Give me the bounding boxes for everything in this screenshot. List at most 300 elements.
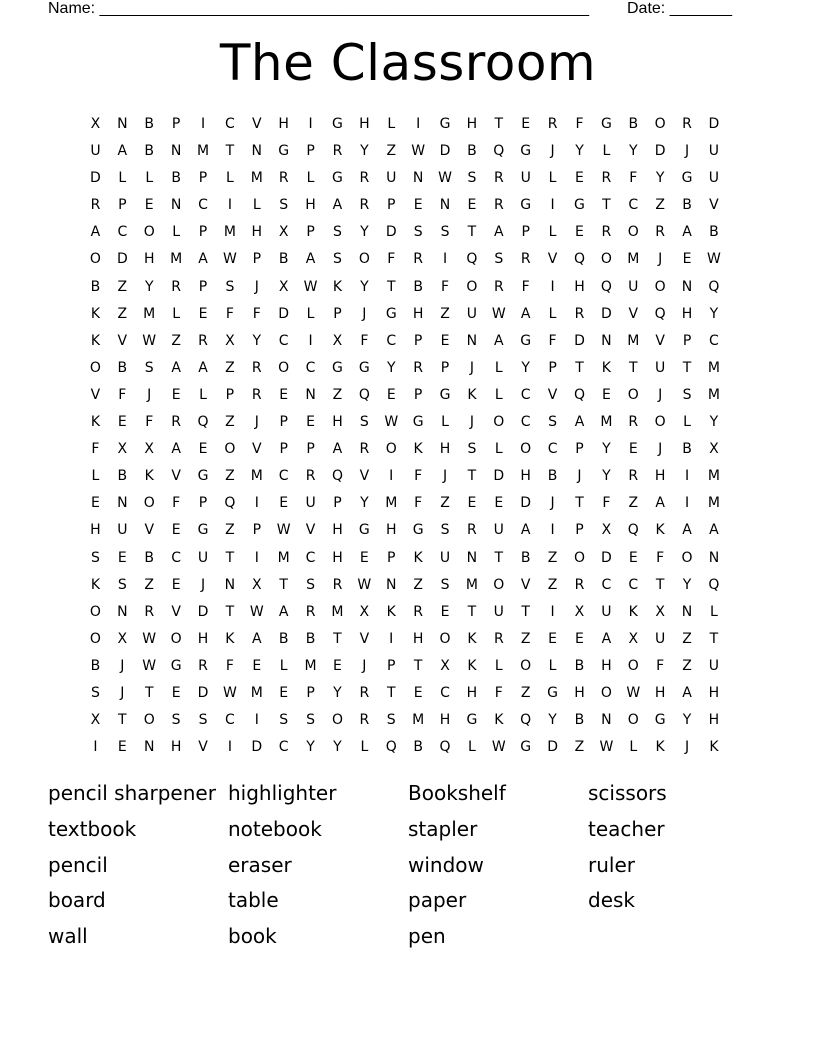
grid-letter: P xyxy=(521,224,530,241)
grid-letter: L xyxy=(629,739,638,756)
word-bank-item: pencil sharpener xyxy=(48,781,216,805)
grid-letter: R xyxy=(332,576,343,593)
grid-letter: I xyxy=(389,468,394,485)
grid-letter: N xyxy=(224,576,236,593)
grid-row xyxy=(82,222,727,249)
name-field-label: Name: _______________________________________________________ xyxy=(48,0,589,17)
word-bank-item: textbook xyxy=(48,816,137,841)
word-bank-item: scissors xyxy=(588,781,667,805)
grid-letter: K xyxy=(467,630,477,647)
grid-letter: T xyxy=(521,603,530,620)
grid-letter: T xyxy=(494,116,504,132)
grid-letter: T xyxy=(575,359,584,376)
grid-letter: T xyxy=(494,549,504,566)
grid-letter: L xyxy=(441,414,449,431)
grid-letter: D xyxy=(574,332,585,349)
grid-letter: P xyxy=(225,386,235,403)
grid-letter: M xyxy=(600,414,613,431)
grid-letter: T xyxy=(628,359,638,376)
grid-letter: R xyxy=(359,712,370,729)
grid-letter: Q xyxy=(708,576,720,593)
grid-letter: Y xyxy=(628,143,638,160)
grid-letter: R xyxy=(574,305,585,322)
grid-letter: K xyxy=(90,414,101,431)
grid-letter: E xyxy=(252,657,262,674)
grid-letter: P xyxy=(682,332,692,349)
grid-letter: X xyxy=(90,116,101,132)
grid-letter: F xyxy=(225,657,234,674)
grid-letter: E xyxy=(548,630,558,647)
page-title: The Classroom xyxy=(219,34,597,92)
grid-letter: D xyxy=(600,549,612,566)
grid-letter: A xyxy=(332,441,343,458)
grid-letter: H xyxy=(439,441,451,458)
grid-letter: U xyxy=(708,143,720,160)
grid-letter: K xyxy=(386,603,396,620)
grid-letter: E xyxy=(91,495,100,512)
grid-letter: E xyxy=(144,197,154,214)
word-bank-item: highlighter xyxy=(228,781,337,805)
grid-letter: P xyxy=(333,495,342,512)
grid-letter: W xyxy=(357,576,372,593)
grid-letter: O xyxy=(520,657,532,674)
grid-row xyxy=(82,602,727,629)
grid-letter: Y xyxy=(252,332,262,349)
grid-letter: Z xyxy=(440,495,450,512)
grid-letter: J xyxy=(254,414,259,431)
word-bank-item: pencil xyxy=(48,852,108,877)
grid-letter: A xyxy=(682,684,692,701)
grid-letter: P xyxy=(413,332,423,349)
grid-letter: E xyxy=(575,630,584,647)
grid-letter: G xyxy=(358,359,370,376)
grid-letter: F xyxy=(118,386,127,403)
grid-letter: B xyxy=(117,359,128,376)
word-bank-item: pen xyxy=(408,924,446,949)
grid-letter: G xyxy=(439,386,451,403)
grid-letter: T xyxy=(655,576,665,593)
grid-letter: O xyxy=(89,603,101,620)
grid-letter: H xyxy=(278,116,289,132)
grid-letter: R xyxy=(628,468,639,485)
grid-letter: E xyxy=(117,549,127,566)
grid-letter: G xyxy=(412,522,424,539)
grid-letter: H xyxy=(439,712,451,729)
grid-letter: L xyxy=(494,441,503,458)
grid-letter: L xyxy=(172,224,181,241)
grid-letter: T xyxy=(225,603,235,620)
grid-letter: B xyxy=(520,549,531,566)
grid-letter: L xyxy=(548,305,557,322)
grid-letter: U xyxy=(628,278,639,295)
grid-letter: O xyxy=(600,251,612,268)
grid-letter: H xyxy=(197,630,209,647)
grid-letter: Q xyxy=(358,386,370,403)
grid-letter: S xyxy=(359,414,369,431)
grid-letter: A xyxy=(520,522,531,539)
grid-letter: I xyxy=(227,197,232,214)
grid-letter: U xyxy=(493,522,504,539)
grid-letter: N xyxy=(117,116,128,132)
grid-letter: J xyxy=(362,657,367,674)
grid-letter: A xyxy=(520,305,531,322)
grid-letter: Z xyxy=(171,332,181,349)
grid-letter: H xyxy=(574,278,585,295)
grid-letter: M xyxy=(143,305,156,322)
grid-letter: E xyxy=(521,116,531,132)
grid-letter: T xyxy=(144,684,154,701)
grid-letter: G xyxy=(358,522,370,539)
grid-row xyxy=(82,195,727,222)
grid-letter: N xyxy=(681,603,693,620)
grid-letter: P xyxy=(252,251,262,268)
grid-row xyxy=(82,548,727,575)
grid-letter: S xyxy=(306,712,316,729)
grid-letter: Z xyxy=(520,684,531,701)
grid-letter: I xyxy=(550,603,555,620)
grid-letter: W xyxy=(599,739,614,756)
grid-letter: A xyxy=(90,224,101,241)
grid-letter: E xyxy=(440,332,450,349)
grid-letter: X xyxy=(225,332,235,349)
grid-letter: O xyxy=(493,576,505,593)
grid-letter: F xyxy=(387,251,396,268)
grid-letter: P xyxy=(198,170,208,187)
grid-letter: C xyxy=(171,549,181,566)
grid-letter: R xyxy=(251,386,262,403)
grid-letter: U xyxy=(708,170,720,187)
grid-letter: N xyxy=(412,170,424,187)
grid-letter: O xyxy=(358,251,370,268)
grid-letter: T xyxy=(333,630,342,647)
grid-letter: I xyxy=(254,712,259,729)
grid-letter: V xyxy=(252,441,262,458)
grid-letter: R xyxy=(359,684,370,701)
grid-row xyxy=(82,141,727,168)
grid-row xyxy=(82,629,727,656)
grid-letter: R xyxy=(251,359,262,376)
grid-letter: E xyxy=(279,386,289,403)
grid-letter: H xyxy=(466,116,478,132)
grid-letter: Y xyxy=(333,684,342,701)
grid-letter: C xyxy=(117,224,128,241)
grid-letter: S xyxy=(333,251,342,268)
grid-letter: K xyxy=(655,522,665,539)
grid-letter: C xyxy=(278,468,289,485)
grid-letter: O xyxy=(520,441,532,458)
grid-letter: J xyxy=(658,386,663,403)
grid-letter: G xyxy=(520,197,532,214)
grid-letter: M xyxy=(250,468,263,485)
grid-letter: G xyxy=(574,197,585,214)
grid-letter: H xyxy=(520,468,531,485)
grid-letter: X xyxy=(440,657,450,674)
grid-letter: O xyxy=(466,278,478,295)
grid-letter: S xyxy=(91,684,100,701)
grid-letter: Z xyxy=(682,630,692,647)
grid-letter: I xyxy=(550,197,555,214)
grid-letter: G xyxy=(385,305,397,322)
grid-letter: L xyxy=(494,657,503,674)
grid-letter: R xyxy=(359,441,370,458)
grid-letter: E xyxy=(117,739,127,756)
grid-letter: F xyxy=(414,495,423,512)
grid-letter: B xyxy=(144,143,155,160)
grid-letter: F xyxy=(172,495,181,512)
grid-letter: M xyxy=(250,170,263,187)
grid-letter: R xyxy=(655,224,666,241)
grid-letter: Y xyxy=(360,495,369,512)
grid-letter: Y xyxy=(386,359,396,376)
grid-letter: Z xyxy=(547,576,558,593)
grid-letter: M xyxy=(277,549,290,566)
grid-letter: R xyxy=(171,414,181,431)
grid-letter: P xyxy=(171,116,181,132)
grid-letter: H xyxy=(305,197,316,214)
grid-letter: G xyxy=(170,657,182,674)
grid-letter: K xyxy=(90,305,101,322)
grid-letter: H xyxy=(412,630,424,647)
grid-letter: E xyxy=(198,305,208,322)
grid-letter: U xyxy=(655,630,666,647)
grid-letter: K xyxy=(413,549,423,566)
grid-letter: H xyxy=(332,414,343,431)
grid-letter: Q xyxy=(493,143,505,160)
grid-letter: W xyxy=(411,143,426,160)
grid-letter: B xyxy=(90,278,101,295)
grid-letter: G xyxy=(654,712,666,729)
grid-letter: P xyxy=(198,224,208,241)
grid-letter: K xyxy=(601,359,611,376)
grid-letter: G xyxy=(600,116,612,132)
grid-letter: U xyxy=(655,359,666,376)
grid-letter: Y xyxy=(602,441,611,458)
grid-letter: P xyxy=(333,305,342,322)
grid-letter: R xyxy=(144,603,155,620)
grid-letter: R xyxy=(90,197,101,214)
grid-letter: R xyxy=(493,170,504,187)
grid-letter: P xyxy=(118,197,127,214)
grid-letter: A xyxy=(305,251,316,268)
grid-letter: Q xyxy=(466,251,478,268)
grid-letter: O xyxy=(331,712,343,729)
grid-letter: Y xyxy=(709,414,719,431)
grid-letter: W xyxy=(276,522,291,539)
grid-letter: M xyxy=(412,712,425,729)
grid-letter: E xyxy=(171,684,181,701)
grid-letter: P xyxy=(440,359,450,376)
grid-letter: K xyxy=(144,468,154,485)
grid-letter: U xyxy=(520,170,531,187)
grid-letter: R xyxy=(413,251,423,268)
grid-letter: J xyxy=(469,359,474,376)
word-bank-item: board xyxy=(48,888,106,913)
grid-letter: O xyxy=(143,712,155,729)
grid-letter: P xyxy=(306,143,315,160)
grid-letter: M xyxy=(385,495,398,512)
grid-letter: P xyxy=(306,684,315,701)
grid-letter: S xyxy=(333,224,342,241)
grid-letter: B xyxy=(117,468,128,485)
grid-row xyxy=(82,737,727,764)
grid-letter: L xyxy=(548,657,557,674)
grid-letter: C xyxy=(225,116,235,132)
grid-letter: S xyxy=(171,712,181,729)
grid-row xyxy=(82,520,727,547)
grid-letter: H xyxy=(143,251,155,268)
grid-letter: G xyxy=(197,468,209,485)
grid-letter: C xyxy=(601,576,612,593)
grid-letter: E xyxy=(575,170,584,187)
grid-letter: U xyxy=(601,603,612,620)
grid-letter: B xyxy=(305,630,316,647)
grid-letter: S xyxy=(91,549,100,566)
grid-letter: K xyxy=(628,603,638,620)
grid-letter: P xyxy=(306,224,315,241)
grid-letter: W xyxy=(142,332,157,349)
grid-letter: B xyxy=(278,251,289,268)
grid-letter: G xyxy=(278,143,290,160)
grid-letter: D xyxy=(439,143,451,160)
grid-letter: X xyxy=(117,630,128,647)
grid-letter: R xyxy=(467,522,477,539)
grid-letter: N xyxy=(601,332,612,349)
grid-letter: V xyxy=(171,468,181,485)
grid-letter: A xyxy=(601,630,612,647)
grid-letter: Q xyxy=(573,251,585,268)
grid-letter: M xyxy=(707,468,720,485)
grid-letter: W xyxy=(249,603,264,620)
grid-letter: T xyxy=(709,630,719,647)
grid-letter: A xyxy=(278,603,289,620)
grid-letter: T xyxy=(467,224,477,241)
grid-letter: A xyxy=(494,332,504,349)
grid-letter: H xyxy=(708,712,720,729)
grid-letter: U xyxy=(305,495,316,512)
grid-letter: C xyxy=(709,332,719,349)
grid-letter: E xyxy=(575,224,584,241)
grid-letter: W xyxy=(384,414,399,431)
grid-letter: P xyxy=(198,278,208,295)
grid-letter: R xyxy=(601,170,612,187)
grid-letter: O xyxy=(89,251,101,268)
grid-letter: M xyxy=(250,684,263,701)
grid-letter: K xyxy=(655,739,665,756)
grid-letter: L xyxy=(494,386,503,403)
grid-letter: D xyxy=(493,468,505,485)
grid-letter: X xyxy=(574,603,585,620)
grid-letter: K xyxy=(467,657,477,674)
date-field-label: Date: _______ xyxy=(627,0,732,17)
grid-letter: B xyxy=(278,630,289,647)
grid-letter: E xyxy=(306,414,315,431)
grid-letter: D xyxy=(654,143,666,160)
grid-letter: J xyxy=(684,739,690,756)
grid-letter: H xyxy=(251,224,263,241)
grid-letter: V xyxy=(198,739,208,756)
grid-letter: F xyxy=(360,332,369,349)
grid-letter: Q xyxy=(520,712,532,729)
grid-letter: R xyxy=(520,251,531,268)
grid-letter: J xyxy=(658,251,663,268)
grid-letter: M xyxy=(331,603,344,620)
grid-letter: A xyxy=(117,143,128,160)
grid-letter: E xyxy=(117,414,127,431)
grid-letter: K xyxy=(413,441,423,458)
grid-letter: X xyxy=(278,278,289,295)
grid-letter: T xyxy=(602,197,611,214)
grid-letter: E xyxy=(333,657,342,674)
grid-letter: J xyxy=(147,386,152,403)
grid-letter: X xyxy=(628,630,639,647)
word-bank-item: paper xyxy=(408,888,467,913)
grid-letter: R xyxy=(628,414,639,431)
grid-letter: X xyxy=(359,603,370,620)
grid-letter: U xyxy=(708,657,720,674)
grid-letter: P xyxy=(387,657,396,674)
grid-letter: V xyxy=(171,603,181,620)
grid-letter: T xyxy=(225,549,235,566)
grid-letter: R xyxy=(413,603,423,620)
grid-letter: W xyxy=(222,684,237,701)
grid-letter: V xyxy=(547,251,558,268)
grid-letter: L xyxy=(306,170,315,187)
grid-letter: L xyxy=(548,170,557,187)
grid-letter: R xyxy=(171,278,181,295)
grid-letter: U xyxy=(90,143,101,160)
grid-letter: J xyxy=(577,468,582,485)
grid-letter: Y xyxy=(521,359,530,376)
grid-letter: O xyxy=(143,495,155,512)
grid-letter: G xyxy=(520,332,532,349)
grid-letter: Q xyxy=(385,739,397,756)
grid-letter: N xyxy=(170,197,182,214)
grid-letter: V xyxy=(90,386,101,403)
grid-letter: X xyxy=(144,441,155,458)
grid-letter: D xyxy=(197,684,209,701)
grid-letter: H xyxy=(574,684,585,701)
grid-letter: K xyxy=(709,739,719,756)
grid-letter: S xyxy=(682,386,692,403)
grid-letter: G xyxy=(439,116,451,132)
grid-letter: F xyxy=(629,170,638,187)
grid-letter: C xyxy=(628,197,639,214)
grid-letter: P xyxy=(575,522,584,539)
grid-letter: M xyxy=(304,657,317,674)
grid-letter: Q xyxy=(600,278,612,295)
grid-letter: B xyxy=(413,278,423,295)
grid-letter: I xyxy=(684,495,690,512)
grid-letter: K xyxy=(90,332,101,349)
grid-letter: M xyxy=(707,359,720,376)
grid-row xyxy=(82,466,727,493)
grid-letter: T xyxy=(413,657,423,674)
grid-letter: S xyxy=(386,712,396,729)
grid-letter: V xyxy=(117,332,128,349)
grid-letter: P xyxy=(387,549,396,566)
grid-letter: X xyxy=(332,332,343,349)
grid-letter: G xyxy=(547,684,559,701)
grid-row xyxy=(82,385,727,412)
grid-letter: X xyxy=(251,576,262,593)
grid-letter: H xyxy=(90,522,101,539)
grid-letter: R xyxy=(601,224,612,241)
grid-letter: Z xyxy=(628,495,639,512)
grid-letter: Y xyxy=(360,278,369,295)
grid-letter: E xyxy=(359,549,369,566)
grid-letter: V xyxy=(359,630,370,647)
grid-letter: G xyxy=(332,359,343,376)
